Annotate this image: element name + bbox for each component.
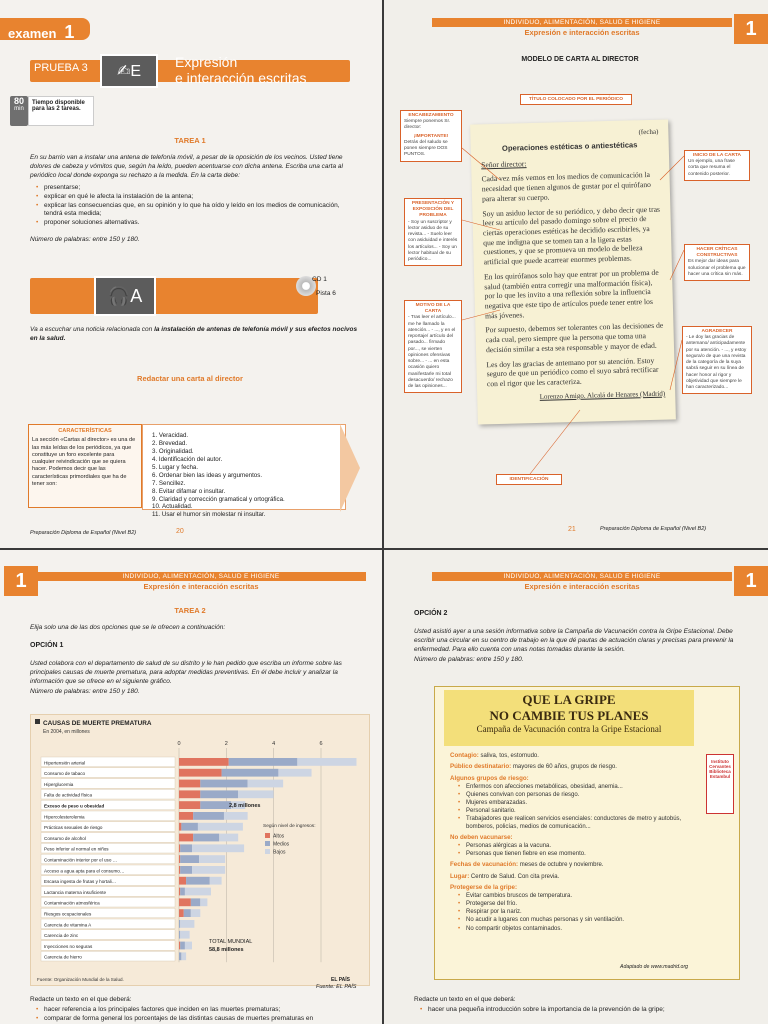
bar-segment	[179, 931, 180, 939]
footer-text: Preparación Diploma de Español (Nivel B2)	[30, 530, 137, 536]
chart-publisher: EL PAÍS	[331, 977, 350, 983]
letter-date: (fecha)	[638, 127, 659, 137]
list-item: • comparar de forma general los porcentajes de las distintas causas de muertes prematuras en	[36, 1015, 366, 1024]
bar-segment	[179, 844, 180, 852]
note-presentacion: PRESENTACIÓN Y EXPOSICIÓN DEL PROBLEMA - Soy un suscriptor y lector asiduo de su revista... - Suelo leer con asiduidad e interés los artículos... - Soy un lector habitual de su periódico...	[404, 198, 462, 266]
list-item: • Personas alérgicas a la vacuna.	[458, 842, 706, 850]
category-label: Riesgos ocupacionales	[44, 911, 92, 917]
bar-segment	[179, 855, 180, 863]
bar-segment	[200, 898, 207, 906]
list-item: • No acudir a lugares con muchas personas y sin ventilación.	[458, 916, 706, 924]
bar-segment	[193, 812, 224, 820]
prueba-label: PRUEBA 3	[34, 62, 88, 74]
library-stamp: Instituto Cervantes Biblioteca Estambul	[706, 754, 734, 814]
fuente-caption: Fuente: EL PAÍS	[316, 984, 357, 990]
arrow-shape	[340, 424, 362, 512]
bar-segment	[184, 909, 191, 917]
category-label: Exceso de peso u obesidad	[44, 803, 105, 809]
list-item: • explicar en qué le afecta la instalación de la antena;	[36, 193, 346, 202]
list-item: • proponer soluciones alternativas.	[36, 219, 346, 228]
legend-entry: Altos	[273, 833, 285, 840]
headphones-icon: 🎧A	[94, 276, 156, 316]
bar-segment	[179, 790, 200, 798]
category-label: Carencia de hierro	[44, 954, 82, 960]
gripe-title-box: QUE LA GRIPE NO CAMBIE TUS PLANES Campaña de Vacunación contra la Gripe Estacional	[444, 690, 694, 746]
bar-segment	[180, 844, 192, 852]
bar-segment	[180, 866, 192, 874]
bar-segment	[185, 888, 211, 896]
category-label: Hipertensión arterial	[44, 760, 86, 766]
category-label: Lactancia materna insuficiente	[44, 889, 107, 895]
legend-swatch	[265, 841, 270, 846]
category-label: Escasa ingesta de frutas y hortali…	[44, 879, 117, 885]
exam-tab: examen 1	[0, 18, 90, 40]
bar-segment	[191, 898, 200, 906]
modelo-title: MODELO DE CARTA AL DIRECTOR	[521, 56, 639, 63]
legend-swatch	[265, 849, 270, 854]
bar-segment	[229, 758, 298, 766]
category-label: Carencia de vitamina A	[44, 922, 92, 928]
section-band: INDIVIDUO, ALIMENTACIÓN, SALUD E HIGIENE	[432, 18, 732, 27]
bar-segment	[179, 920, 180, 928]
bar-segment	[278, 769, 311, 777]
unit-tab: 1	[4, 566, 38, 596]
elija-text: Elija solo una de las dos opciones que se le ofrecen a continuación:	[30, 624, 226, 631]
legend-entry: Medios	[273, 841, 290, 848]
bar-segment	[179, 877, 186, 885]
redacte-text: Redacte un texto en el que deberá:	[30, 996, 132, 1003]
x-tick-label: 2	[224, 741, 228, 747]
bar-segment	[297, 758, 356, 766]
legend-title: Según nivel de ingresos:	[263, 824, 316, 829]
writing-hand-icon: ✍E	[100, 54, 158, 88]
chart-title: CAUSAS DE MUERTE PREMATURA	[43, 720, 152, 727]
bar-segment	[181, 952, 186, 960]
bar-segment	[191, 909, 200, 917]
page-number: 20	[176, 528, 184, 535]
category-label: Contaminación interior por el uso …	[44, 857, 118, 863]
redacte-text: Redacte un texto en el que deberá:	[414, 996, 516, 1003]
bar-segment	[180, 942, 185, 950]
category-label: Hiperglucemia	[44, 781, 74, 787]
chart-subtitle: En 2004, en millones	[43, 729, 90, 735]
prueba-title: Expresión e interacción escritas	[175, 54, 307, 86]
cd-label: CD 1	[312, 276, 327, 283]
data-annotation: 2,8 millones	[229, 803, 261, 810]
category-label: Consumo de tabaco	[44, 771, 86, 777]
category-label: Acceso a agua apta para el consumo…	[44, 868, 125, 874]
redactar-title: Redactar una carta al director	[137, 374, 243, 383]
bar-segment	[179, 898, 191, 906]
bar-segment	[179, 952, 181, 960]
bar-segment	[222, 769, 279, 777]
list-item: • Trabajadores que realicen servicios esenciales: conductores de metro y autobús, bomberos, policías, medios de comunicación...	[458, 815, 706, 831]
timer-text: Tiempo disponible para las 2 tareas.	[28, 96, 94, 126]
letter-salutation: Señor director:	[481, 158, 527, 170]
bar-segment	[193, 834, 219, 842]
word-count: Número de palabras: entre 150 y 180.	[30, 688, 140, 695]
redacte-bullets	[36, 1006, 366, 1024]
bar-segment	[238, 790, 274, 798]
bar-segment	[200, 801, 231, 809]
list-item: • Evitar cambios bruscos de temperatura.	[458, 892, 706, 900]
bar-segment	[179, 758, 229, 766]
category-label: Consumo de alcohol	[44, 835, 86, 841]
legend-swatch	[265, 833, 270, 838]
x-tick-label: 6	[319, 741, 323, 747]
list-item: • Enfermos con afecciones metabólicas, obesidad, anemia...	[458, 783, 706, 791]
category-label: Inyecciones no seguras	[44, 943, 93, 949]
category-label: Hipercolesterolemia	[44, 814, 85, 820]
category-label: Carencia de zinc	[44, 933, 79, 939]
note-motivo: MOTIVO DE LA CARTA - Tras leer el artículo... me he llamado la atención... - ..., y en el reportaje/ artículo del pasado... firmado por..., se vierten opiniones ofensivas sobre... - ... en esta ocasión quiero manifestarle mi total desacuerdo/ rechazo de las opiniones...	[404, 300, 462, 393]
bar-segment	[200, 780, 247, 788]
bar-segment	[179, 769, 222, 777]
bar-segment	[180, 888, 185, 896]
list-item: 3. Originalidad.	[152, 447, 194, 455]
title-marker	[35, 719, 40, 724]
section-subtitle: Expresión e interacción escritas	[524, 582, 640, 591]
letter-title: Operaciones estéticas o antiestéticas	[501, 140, 638, 153]
tarea-2-title: TAREA 2	[174, 606, 206, 615]
list-item: 10. Actualidad.	[152, 503, 193, 511]
letter-signature: Lorenzo Amigo. Alcalá de Henares (Madrid)	[539, 389, 666, 401]
opcion-1-title: OPCIÓN 1	[30, 642, 64, 649]
word-count: Número de palabras: entre 150 y 180.	[30, 236, 140, 243]
listen-instruction: Va a escuchar una noticia relacionada con la instalación de antenas de telefonía móvil y sus efectos nocivos en la salud.	[30, 326, 358, 342]
redacte-bullets	[420, 1006, 720, 1015]
unit-tab: 1	[734, 566, 768, 596]
caracteristicas-list	[152, 432, 342, 519]
note-hacer: HACER CRÍTICAS CONSTRUCTIVAS Es mejor dar ideas para solucionar el problema que hacer una crítica sin más.	[684, 244, 750, 281]
bar-segment	[248, 780, 284, 788]
bar-segment	[179, 866, 180, 874]
list-item: • No compartir objetos contaminados.	[458, 925, 706, 933]
tarea-1-bullets	[36, 184, 346, 228]
list-item: • Respirar por la nariz.	[458, 908, 706, 916]
list-item: • Personas que tienen fiebre en ese momento.	[458, 850, 706, 858]
letter-paragraph: Por supuesto, debemos ser tolerantes con las decisiones de cada cual, pero siempre que la persona que toma una decisión similar a esta sea responsable y mayor de edad.	[485, 321, 664, 355]
list-item: 1. Veracidad.	[152, 432, 189, 439]
opcion-2-intro: Usted asistió ayer a una sesión informativa sobre la Campaña de Vacunación contra la Gripe Estacional. Debe escribir una circular en su centro de trabajo en la que dé pautas de actuación claras y precisas para prevenir la enfermedad. Para ello cuenta con unas notas tomadas durante la sesión.	[414, 628, 734, 653]
note-inicio: INICIO DE LA CARTA Un ejemplo, una frase corta que resuma el contenido posterior.	[684, 150, 750, 181]
category-label: Contaminación atmosférica	[44, 900, 100, 906]
x-tick-label: 0	[177, 741, 181, 747]
legend-entry: Bajos	[273, 849, 286, 856]
list-item: • Mujeres embarazadas.	[458, 799, 706, 807]
identificacion-label: IDENTIFICACIÓN	[496, 474, 562, 485]
bar-segment	[219, 834, 238, 842]
bar-segment	[192, 844, 244, 852]
note-encabezamiento: ENCABEZAMIENTO Siempre ponemos Sr. director: ¡IMPORTANTE! Detrás del saludo se ponen siempre DOS PUNTOS.	[400, 110, 462, 162]
bar-segment	[180, 855, 199, 863]
footer-text: Preparación Diploma de Español (Nivel B2)	[600, 526, 707, 532]
list-item: • Personal sanitario.	[458, 807, 706, 815]
bar-segment	[199, 855, 225, 863]
bar-segment	[179, 780, 200, 788]
bar-segment	[181, 823, 198, 831]
bar-segment	[192, 866, 225, 874]
letter-paragraph: Cada vez más vemos en los medios de comunicación la necesidad que tienen algunos de gustar por el quirófano para alterar su cuerpo.	[481, 170, 651, 204]
bar-segment	[200, 790, 238, 798]
letter-paragraph: En los quirófanos solo hay que entrar por un problema de salud (también entra corregir una malformación física), por lo que les invito a una reflexión sobre la influencia negativa que este tipo de artículos puede tener entre los más jóvenes.	[483, 267, 659, 321]
bar-segment	[210, 877, 222, 885]
letter-paragraph: Les doy las gracias de antemano por su atención. Estoy seguro de que un periódico como el suyo sabrá rectificar con el rigor que les caracteriza.	[486, 355, 659, 389]
tarea-1-intro: En su barrio van a instalar una antena de telefonía móvil, a pesar de la oposición de los vecinos. Usted tiene dolores de cabeza y vómitos que, según ha leído, pueden acentuarse con dicha antena. Escriba una carta al periódico local donde exponga su rechazo a la medida. En la carta debe:	[30, 154, 343, 179]
connector-lines	[400, 90, 760, 490]
bar-segment	[179, 812, 193, 820]
category-label: Falta de actividad física	[44, 792, 93, 798]
section-subtitle: Expresión e interacción escritas	[143, 582, 259, 591]
list-item: 7. Sencillez.	[152, 479, 186, 487]
titulo-label: TÍTULO COLOCADO POR EL PERIÓDICO	[520, 94, 632, 105]
caracteristicas-content: CARACTERÍSTICAS La sección «Cartas al director» es una de las más leídas de los periódicos, ya que constituye un foro excelente para cualquier reivindicación que se quiera hacer. Podemos decir que las características primordiales que ha de tener son:	[32, 428, 136, 487]
list-item: 11. Usar el humor sin molestar ni insultar.	[152, 511, 266, 519]
list-item: • Protegerse del frío.	[458, 900, 706, 908]
bar-segment	[185, 942, 192, 950]
list-item: 8. Evitar difamar o insultar.	[152, 487, 226, 495]
list-item: 6. Ordenar bien las ideas y argumentos.	[152, 471, 263, 479]
category-label: Prácticas sexuales de riesgo	[44, 825, 103, 831]
x-tick-label: 4	[272, 741, 276, 747]
section-band: INDIVIDUO, ALIMENTACIÓN, SALUD E HIGIENE	[432, 572, 732, 581]
list-item: • hacer referencia a los principales factores que inciden en las muertes prematuras;	[36, 1006, 366, 1015]
letter-paragraph: Soy un asiduo lector de su periódico, y debo decir que tras leer su artículo del pasado domingo sobre el precio de ciertas operaciones estéticas he decidido escribirles, ya que me indigna que se tomen tan a la ligera estas cuestiones, y que se promueva un modelo de belleza artificial que puede acarrear enormes problemas.	[482, 204, 661, 267]
note-agradecer: AGRADECER - Le doy las gracias de antemano/ anticipadamente por su atención. - ..., y estoy segura/o de que una revista de la categoría de la suya sabrá seguir en su línea de hacer honor al rigor y objetividad que siempre le han caracterizado...	[682, 326, 752, 394]
bar-segment	[186, 877, 210, 885]
bar-segment	[179, 801, 200, 809]
causes-chart	[31, 715, 371, 987]
total-label: TOTAL MUNDIAL	[209, 939, 253, 945]
bar-segment	[224, 812, 248, 820]
list-item: 5. Lugar y fecha.	[152, 463, 199, 471]
gripe-notes: Contagio: saliva, tos, estornudo. Público destinatario: mayores de 60 años, grupos de riesgo. Algunos grupos de riesgo: • Enfermos con afecciones metabólicas, obesidad, anemia... • Quienes convivan con personas de riesgo. • Mujeres embarazadas. • Personal sanitario. • Trabajadores que realicen servicios esenciales: conductores de metro y autobús, bomberos, policías, medios de comunicación... No deben vacunarse: • Personas alérgicas a la vacuna. • Personas que tienen fiebre en ese momento. Fechas de vacunación: meses de octubre y noviembre. Lugar: Centro de Salud. Con cita previa. Protegerse de la gripe: • Evitar cambios bruscos de temperatura. • Protegerse del frío. • Respirar por la nariz. • No acudir a lugares con muchas personas y sin ventilación. • No compartir objetos contaminados.	[450, 752, 706, 936]
list-item: 2. Brevedad.	[152, 439, 188, 447]
bar-segment	[180, 931, 189, 939]
total-value: 58,8 millones	[209, 947, 244, 953]
list-item: 4. Identificación del autor.	[152, 455, 223, 463]
word-count: Número de palabras: entre 150 y 180.	[414, 656, 524, 663]
page-number: 21	[568, 526, 576, 533]
list-item: • presentarse;	[36, 184, 346, 193]
category-label: Peso inferior al normal en niños	[44, 846, 109, 852]
bar-segment	[179, 823, 181, 831]
bar-segment	[179, 888, 180, 896]
pista-label: Pista 6	[316, 290, 336, 297]
bar-segment	[198, 823, 243, 831]
tarea-1-title: TAREA 1	[174, 136, 206, 145]
list-item: 9. Claridad y corrección gramatical y ortográfica.	[152, 495, 285, 503]
unit-tab: 1	[734, 14, 768, 44]
bar-segment	[179, 942, 180, 950]
bar-segment	[180, 920, 194, 928]
audio-bar	[30, 278, 318, 314]
chart-panel	[30, 714, 370, 986]
bar-segment	[179, 909, 184, 917]
bar-segment	[179, 834, 193, 842]
list-item: • explicar las consecuencias que, en su opinión y lo que ha oído y leído en los medios de comunicación, tendrá esta medida;	[36, 202, 346, 220]
opcion-2-title: OPCIÓN 2	[414, 610, 448, 617]
page-20	[0, 0, 382, 548]
list-item: • Quienes convivan con personas de riesgo.	[458, 791, 706, 799]
list-item: • hacer una pequeña introducción sobre la importancia de la prevención de la gripe;	[420, 1006, 720, 1015]
section-subtitle: Expresión e interacción escritas	[524, 28, 640, 37]
adaptado-text: Adaptado de www.madrid.org	[620, 964, 689, 970]
chart-source: Fuente: Organización Mundial de la Salud.	[37, 977, 124, 982]
timer-icon: 80 min	[10, 96, 28, 126]
section-band: INDIVIDUO, ALIMENTACIÓN, SALUD E HIGIENE	[36, 572, 366, 581]
opcion-1-intro: Usted colabora con el departamento de salud de su distrito y le han pedido que escriba un informe sobre las principales causas de muerte prematura, para adoptar medidas preventivas. En él debe incluir y analizar la información que se ofrece en el siguiente gráfico.	[30, 660, 342, 685]
